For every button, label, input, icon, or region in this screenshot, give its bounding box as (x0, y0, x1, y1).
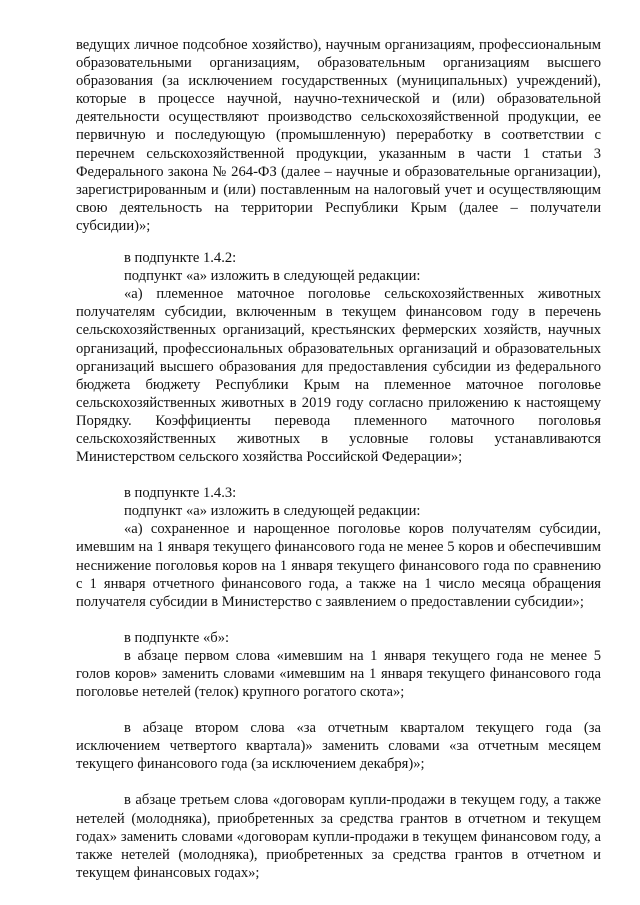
document-page (76, 36, 601, 882)
text-block-5 (76, 719, 601, 773)
text-block-6 (76, 791, 601, 881)
paragraph-second-abzac: в абзаце втором слова «за отчетным кварталом текущего года (за исключением четвертого квартала)» заменить словами «за отчетным месяцем текущего финансового года (за исключением декабря)»; (76, 720, 601, 773)
paragraph-quoted-a-cows: «а) сохраненное и нарощенное поголовье коров получателям субсидии, имевшим на 1 января текущего финансового года не менее 5 коров и обеспечившим неснижение поголовья коров на 1 января текущего финансового года по сравнению с 1 января отчетного финансового года, а также на 1 число месяца обращения получателя субсидии в Министерство с заявлением о предоставлении субсидии»; (76, 521, 601, 610)
paragraph-subpoint-b: в подпункте «б»: (124, 629, 230, 646)
paragraph-quoted-a-breeding: «а) племенное маточное поголовье сельскохозяйственных животных получателям субсидии, включенным в текущем финансовом году в перечень сельскохозяйственных организаций, крестьянских фермерских хозяйств, научных организаций, профессиональных образовательных организаций и образовательных организаций высшего образования для предоставления субсидии из федерального бюджета бюджету Республики Крым на племенное маточное поголовье сельскохозяйственных животных в 2019 году согласно приложению к настоящему Порядку. Коэффициенты перевода племенного маточного поголовья сельскохозяйственных животных в условные головы устанавливаются Министерством сельского хозяйства Российской Федерации»; (76, 286, 601, 466)
paragraph-third-abzac: в абзаце третьем слова «договорам купли-продажи в текущем году, а также нетелей (молодняка), приобретенных за средства грантов в отчетном и текущем годах» заменить словами «договорам купли-продажи в текущем финансовом году, а также нетелей (молодняка), приобретенных за средства грантов в отчетном и текущем финансовых годах»; (76, 792, 601, 881)
text-block-2 (76, 249, 601, 466)
paragraph-instruction-a-2: подпункт «а» изложить в следующей редакции: (124, 503, 421, 520)
paragraph-continuation: ведущих личное подсобное хозяйство), научным организациям, профессиональным образовательными организациям, образовательным организациям высшего образования (за исключением государственных (муниципальных) учреждений), которые в процессе научной, научно-технической и (или) образовательной деятельности осуществляют производство сельскохозяйственной продукции, ее первичную и последующую (промышленную) переработку в соответствии с перечнем сельскохозяйственной продукции, указанным в части 1 статьи 3 Федерального закона № 264-ФЗ (далее – научные и образовательные организации), зарегистрированным и (или) поставленным на налоговый учет и осуществляющим свою деятельность на территории Республики Крым (далее – получатели субсидии)»; (76, 37, 601, 234)
paragraph-subpoint-1-4-3: в подпункте 1.4.3: (124, 485, 237, 502)
paragraph-instruction-a: подпункт «а» изложить в следующей редакции: (124, 268, 421, 285)
text-block-1 (76, 36, 601, 235)
paragraph-first-abzac: в абзаце первом слова «имевшим на 1 января текущего года не менее 5 голов коров» заменить словами «имевшим на 1 января текущего финансового года поголовье нетелей (телок) крупного рогатого скота»; (76, 647, 601, 701)
text-block-4 (76, 629, 601, 701)
paragraph-subpoint-1-4-2: в подпункте 1.4.2: (124, 250, 237, 267)
text-block-3 (76, 484, 601, 611)
